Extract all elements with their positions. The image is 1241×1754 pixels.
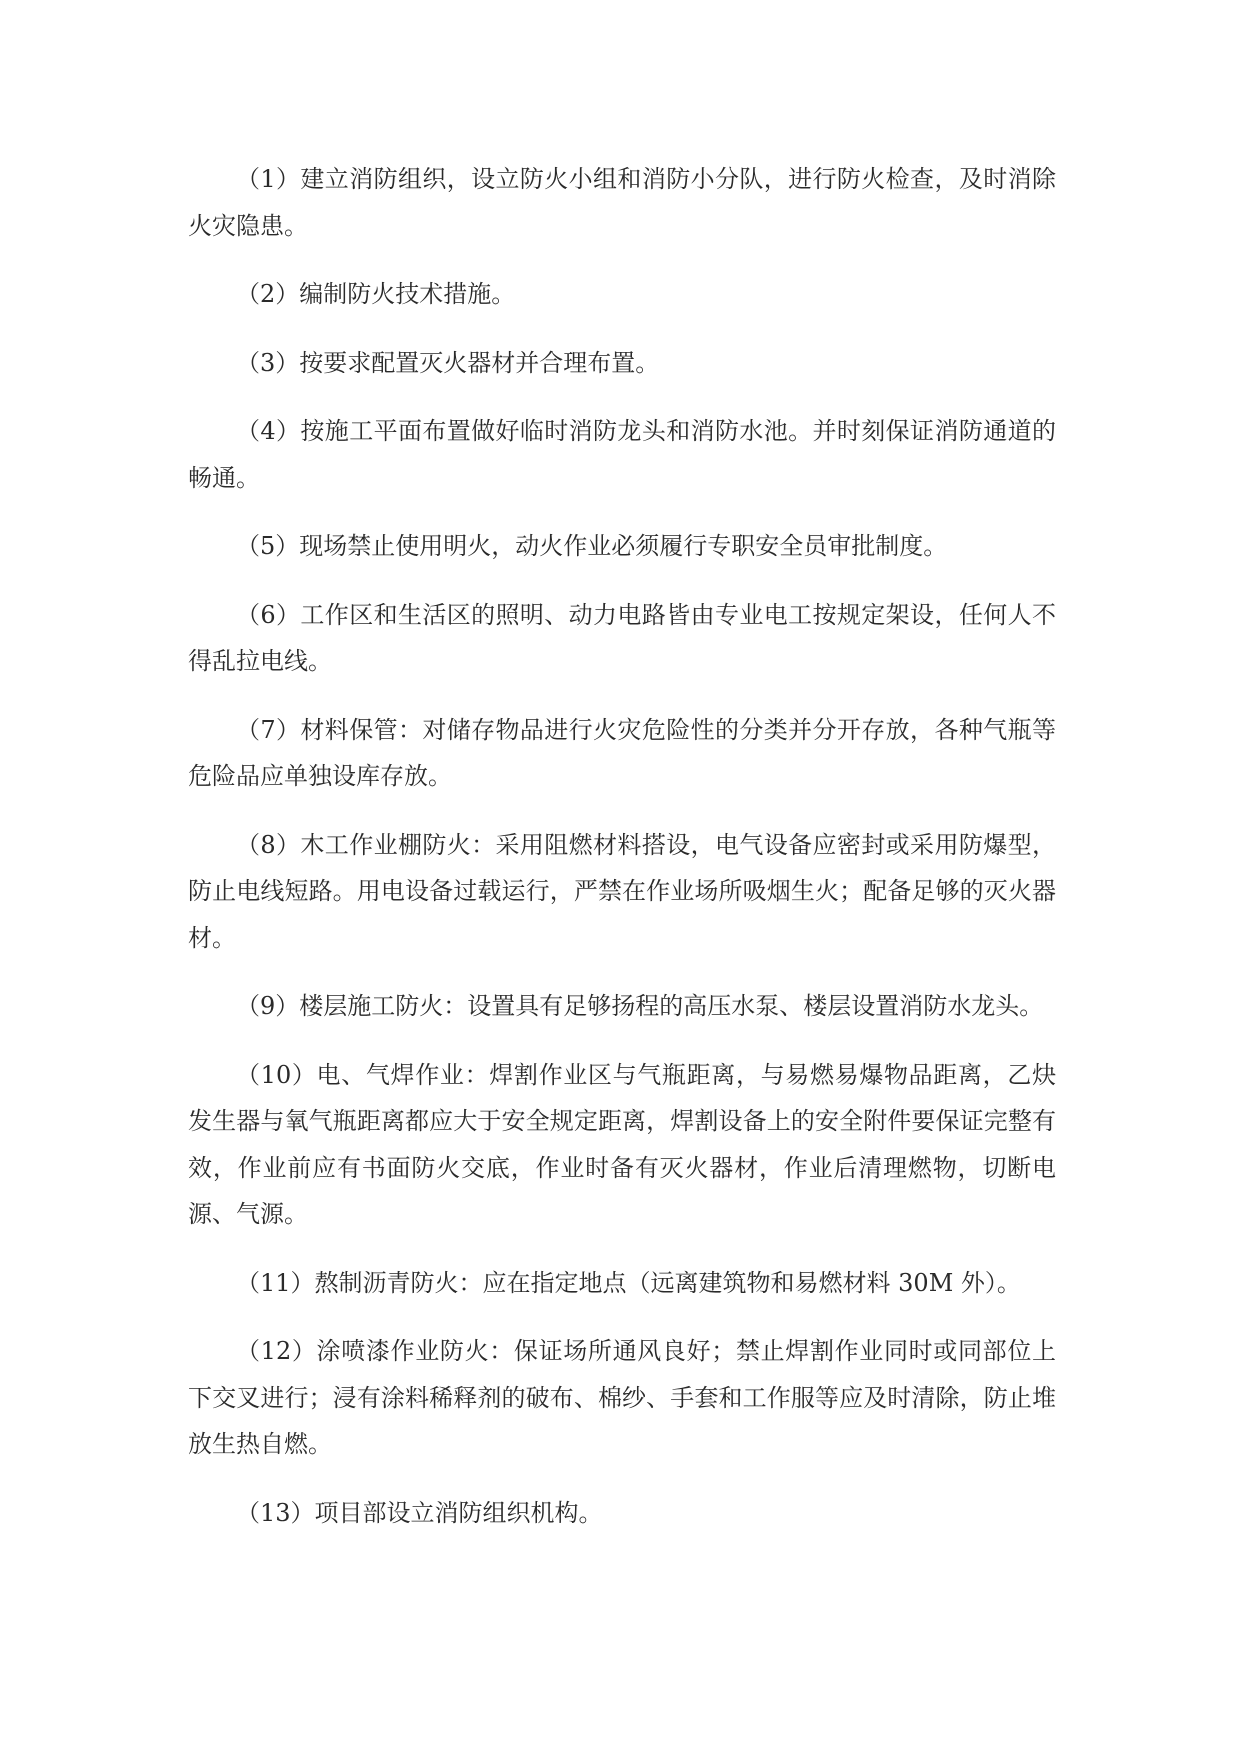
paragraph-2: （2）编制防火技术措施。 bbox=[236, 280, 516, 308]
paragraph-5: （5）现场禁止使用明火，动火作业必须履行专职安全员审批制度。 bbox=[236, 532, 948, 560]
paragraph-6: （6）工作区和生活区的照明、动力电路皆由专业电工按规定架设，任何人不得乱拉电线。 bbox=[188, 600, 1056, 675]
paragraph-13: （13）项目部设立消防组织机构。 bbox=[236, 1498, 603, 1527]
paragraph-12: （12）涂喷漆作业防火：保证场所通风良好；禁止焊割作业同时或同部位上下交叉进行；浸有涂料稀释剂的破布、棉纱、手套和工作服等应及时清除，防止堆放生热自燃。 bbox=[188, 1337, 1056, 1458]
paragraph-8: （8）木工作业棚防火：采用阻燃材料搭设，电气设备应密封或采用防爆型，防止电线短路。用电设备过载运行，严禁在作业场所吸烟生火；配备足够的灭火器材。 bbox=[188, 830, 1056, 952]
paragraph-7: （7）材料保管：对储存物品进行火灾危险性的分类并分开存放，各种气瓶等危险品应单独设库存放。 bbox=[188, 715, 1056, 790]
document-body bbox=[188, 156, 1056, 1558]
paragraph-9: （9）楼层施工防火：设置具有足够扬程的高压水泵、楼层设置消防水龙头。 bbox=[236, 992, 1044, 1020]
paragraph-1: （1）建立消防组织，设立防火小组和消防小分队，进行防火检查，及时消除火灾隐患。 bbox=[188, 165, 1056, 240]
paragraph-11: （11）熬制沥青防火：应在指定地点（远离建筑物和易燃材料 30M 外）。 bbox=[236, 1268, 1021, 1297]
paragraph-3: （3）按要求配置灭火器材并合理布置。 bbox=[236, 348, 660, 377]
paragraph-4: （4）按施工平面布置做好临时消防龙头和消防水池。并时刻保证消防通道的畅通。 bbox=[188, 417, 1056, 492]
paragraph-10: （10）电、气焊作业：焊割作业区与气瓶距离，与易燃易爆物品距离，乙炔发生器与氧气瓶距离都应大于安全规定距离，焊割设备上的安全附件要保证完整有效，作业前应有书面防火交底，作业时备有灭火器材，作业后清理燃物，切断电源、气源。 bbox=[188, 1060, 1056, 1228]
